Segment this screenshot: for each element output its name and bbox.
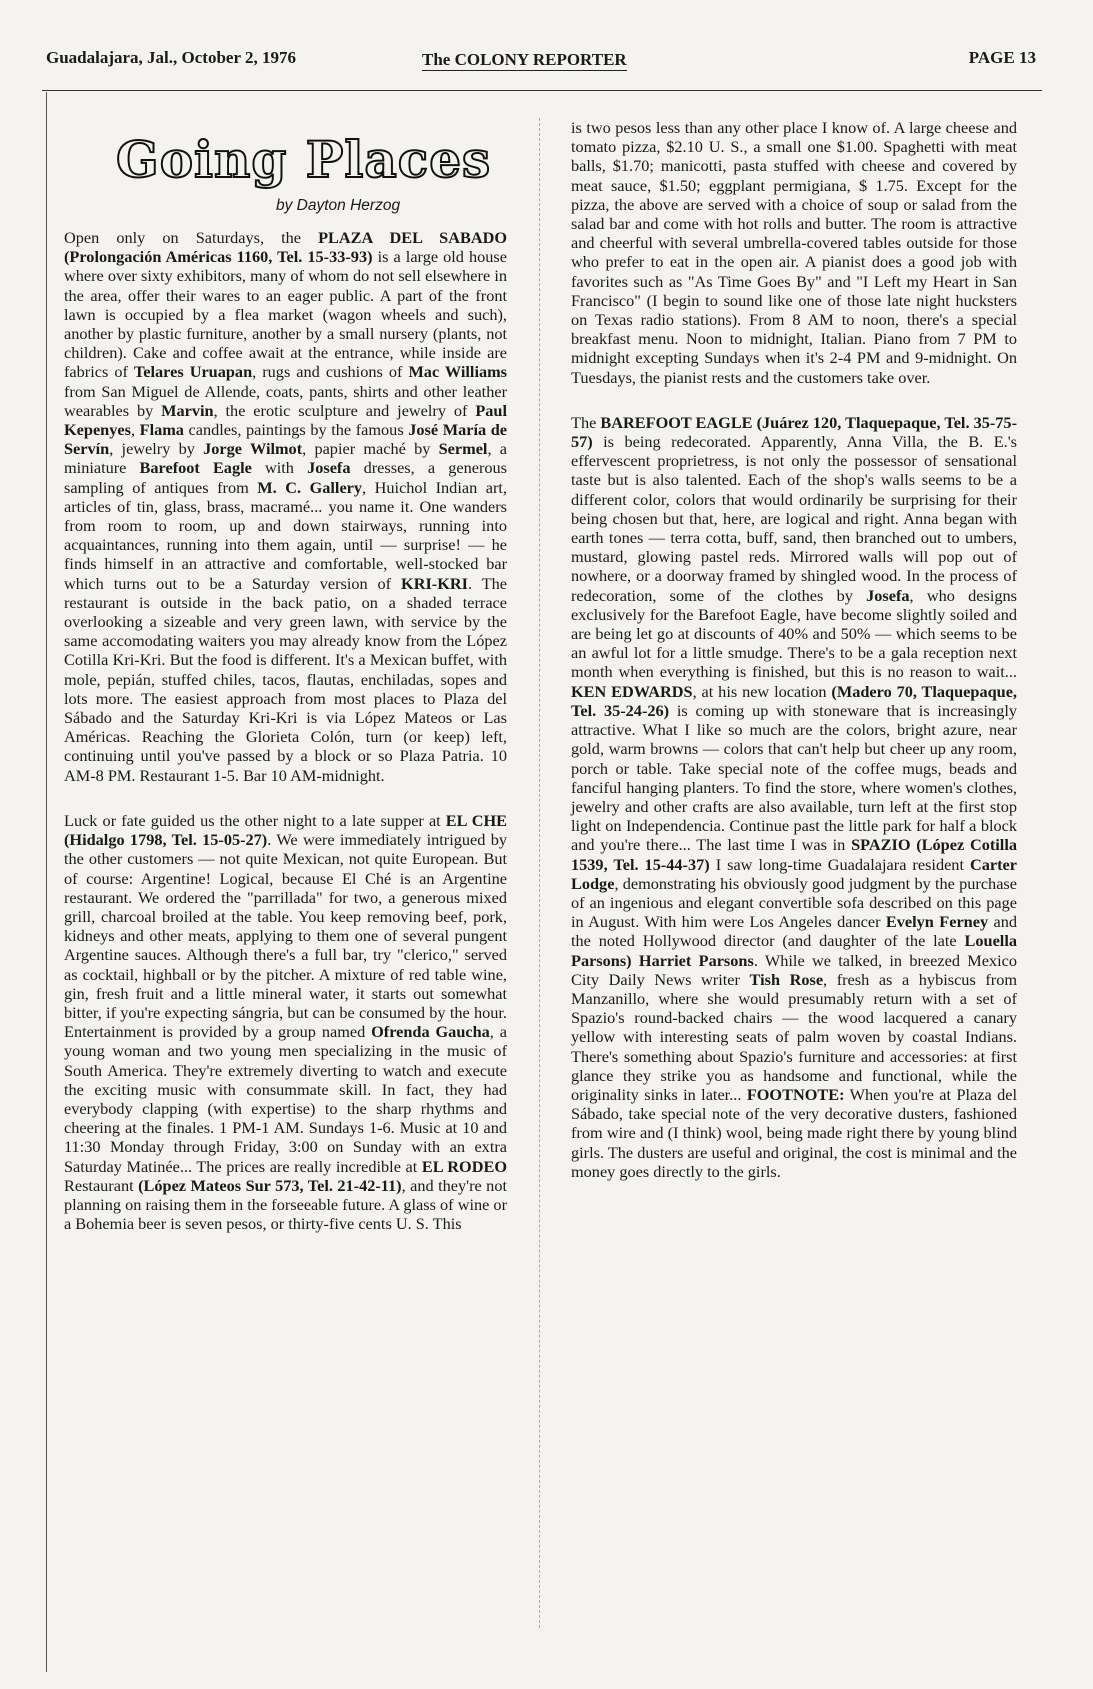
column-heading [64,108,507,218]
column-divider [539,118,540,1628]
header-rule [42,90,1042,91]
paragraph-barefoot-eagle: The BAREFOOT EAGLE (Juárez 120, Tlaquepaque, Tel. 35-75-57) is being redecorated. Apparently, Anna Villa, the B. E.'s effervescent proprietress, is not only the possessor of sensational taste but is also talented. Each of the shop's walls seems to be a different color, colors that would ordinarily be surprising for their being chosen but that, here, are logical and right. Anna began with earth tones — terra cotta, buff, sand, then branched out to umbers, mustard, glowing pastel reds. Mirrored walls will pop out of nowhere, or a doorway framed by shingled wood. In the process of redecoration, some of the clothes by Josefa, who designs exclusively for the Barefoot Eagle, have become slightly soiled and are being let go at discounts of 40% and 50% — which seems to be an awful lot for a little smudge. There's to be a gala reception next month when everything is finished, but this is no reason to wait... KEN EDWARDS, at his new location (Madero 70, Tlaquepaque, Tel. 35-24-26) is coming up with stoneware that is increasingly attractive. What I like so much are the colors, bright azure, near gold, warm browns — colors that can't help but cheer up any room, porch or table. Take special note of the coffee mugs, beads and fanciful hanging planters. To find the store, where women's clothes, jewelry and other crafts are also available, turn left at the first stop light on Independencia. Continue past the little park for half a block and you're there... The last time I was in SPAZIO (López Cotilla 1539, Tel. 15-44-37) I saw long-time Guadalajara resident Carter Lodge, demonstrating his obviously good judgment by the purchase of an ingenious and elegant convertible sofa described on this page in August. With him were Los Angeles dancer Evelyn Ferney and the noted Hollywood director (and daughter of the late Louella Parsons) Harriet Parsons. While we talked, in breezed Mexico City Daily News writer Tish Rose, fresh as a hybiscus from Manzanillo, where she would presumably return with a set of Spazio's round-backed chairs — the wood lacquered a canary yellow with interesting seats of palm woven by coastal Indians. There's something about Spazio's furniture and accessories: at first glance they strike you as handsome and functional, while the originality sinks in later... FOOTNOTE: When you're at Plaza del Sábado, take special note of the very decorative dusters, fashioned from wire and (I think) wool, being made right there by young blind girls. The dusters are useful and original, the cost is minimal and the money goes directly to the girls. [571,412,1018,1181]
newspaper-name: The COLONY REPORTER [422,50,627,69]
byline: by Dayton Herzog [276,197,401,214]
column-border-left [46,92,47,1672]
column-title: Going Places [116,130,492,189]
masthead [40,38,1052,78]
paragraph-el-rodeo-continued: is two pesos less than any other place I know of. A large cheese and tomato pizza, $2.10 U. S., a small one $1.00. Spaghetti with meat balls, $1.70; manicotti, pasta stuffed with cheese and covered by meat sauce, $1.50; eggplant permigiana, $ 1.75. Except for the pizza, the above are served with a choice of soup or salad from the salad bar and come with hot rolls and butter. The room is attractive and cheerful with several umbrella-covered tables outside for those who prefer to eat in the open air. A pianist does a good job with favorites such as "As Time Goes By" and "I Left my Heart in San Francisco" (I begin to sound like one of those late night hucksters on Texas radio stations). From 8 AM to noon, there's a special breakfast menu. Noon to midnight, Italian. Piano from 7 PM to midnight excepting Sundays when it's 2-4 PM and 9-midnight. On Tuesdays, the pianist rests and the customers take over. [571,118,1017,387]
paragraph-el-che: Luck or fate guided us the other night to a late supper at EL CHE (Hidalgo 1798, Tel. 15-05-27). We were immediately intrigued by the other customers — not quite Mexican, not quite European. But of course: Argentine! Logical, because El Ché is an Argentine restaurant. We ordered the "parrillada" for two, a generous mixed grill, charcoal broiled at the table. You keep removing beef, pork, kidneys and other meats, applying to them one of several pungent Argentine sauces. Although there's a full bar, try "clerico," served as cocktail, highball or by the pitcher. A mixture of red table wine, gin, fresh fruit and a little mineral water, it starts out somewhat bitter, if you're expecting sángria, but can be consumed by the hour. Entertainment is provided by a group named Ofrenda Gaucha, a young woman and two young men specializing in the music of South America. They're extremely diverting to watch and execute the exciting music with consummate skill. In fact, they had everybody clapping (with expertise) to the sharp rhythms and cheering at the finales. 1 PM-1 AM. Sundays 1-6. Music at 10 and 11:30 Monday through Friday, 3:00 on Sunday with an extra Saturday Matinée... The prices are really incredible at EL RODEO Restaurant (López Mateos Sur 573, Tel. 21-42-11), and they're not planning on raising them in the forseeable future. A glass of wine or a Bohemia beer is seven pesos, or thirty-five cents U. S. This [64,810,508,1234]
article-right-column [571,118,1017,1181]
page-number: PAGE 13 [968,48,1036,67]
article-left-column [64,228,507,1233]
dateline: Guadalajara, Jal., October 2, 1976 [46,48,296,67]
paragraph-plaza-del-sabado: Open only on Saturdays, the PLAZA DEL SABADO (Prolongación Américas 1160, Tel. 15-33-93) is a large old house where over sixty exhibitors, many of whom do not sell elsewhere in the area, offer their wares to an eager public. A part of the front lawn is occupied by a flea market (wagon wheels and such), another by plastic furniture, another by a small nursery (plants, not children). Cake and coffee await at the entrance, while inside are fabrics of Telares Uruapan, rugs and cushions of Mac Williams from San Miguel de Allende, coats, pants, shirts and other leather wearables by Marvin, the erotic sculpture and jewelry of Paul Kepenyes, Flama candles, paintings by the famous José María de Servín, jewelry by Jorge Wilmot, papier maché by Sermel, a miniature Barefoot Eagle with Josefa dresses, a generous sampling of antiques from M. C. Gallery, Huichol Indian art, articles of tin, glass, brass, macramé... you name it. One wanders from room to room, up and down stairways, running into acquaintances, running into them again, until — surprise! — he finds himself in an attractive and comfortable, well-stocked bar which turns out to be a Saturday version of KRI-KRI. The restaurant is outside in the back patio, on a shaded terrace overlooking a sizeable and very green lawn, with service by the same accomodating waiters you may already know from the López Cotilla Kri-Kri. But the food is different. It's a Mexican buffet, with mole, pepián, stuffed chiles, tacos, flautas, enchiladas, sopes and lots more. The easiest approach from most places to Plaza del Sábado and the Saturday Kri-Kri is via López Mateos or Las Américas. Reaching the Glorieta Colón, turn (or keep) left, continuing until you've passed by a block or so Plaza Patria. 10 AM-8 PM. Restaurant 1-5. Bar 10 AM-midnight. [64,228,508,785]
